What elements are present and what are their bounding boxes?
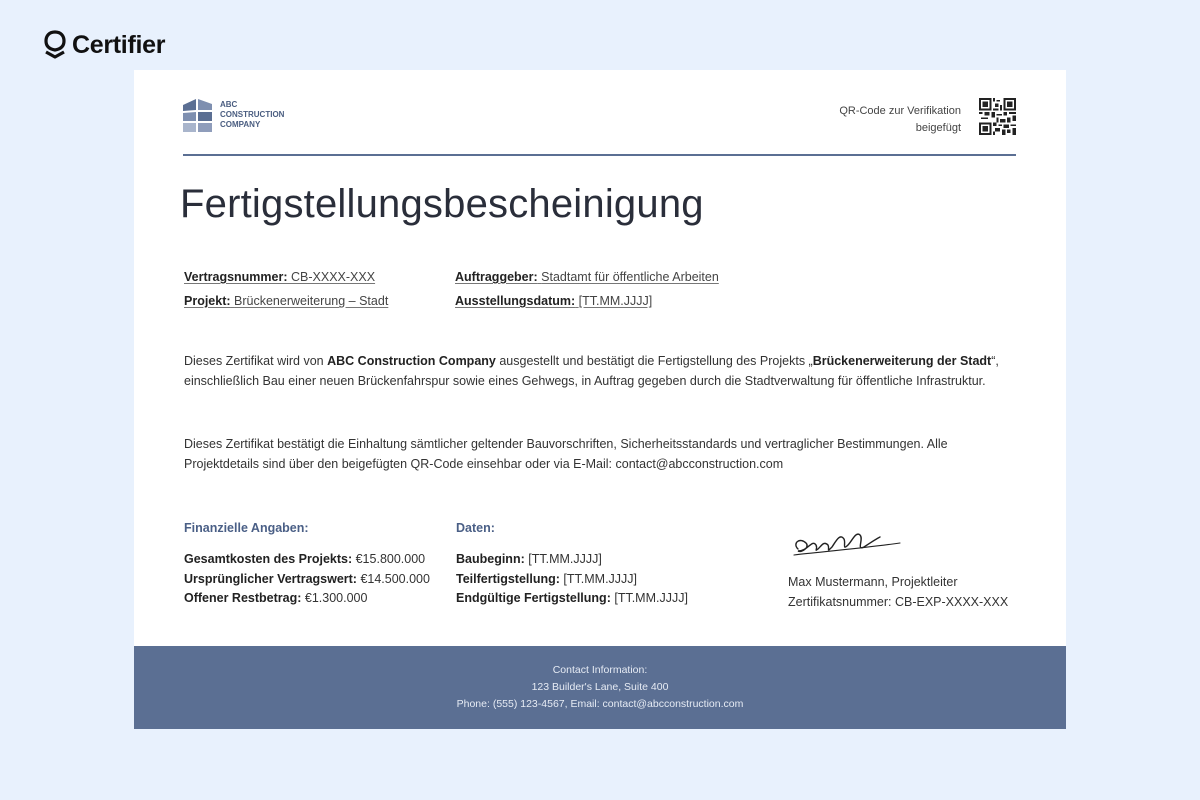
meta-column-left (184, 265, 388, 313)
compliance-paragraph: Dieses Zertifikat bestätigt die Einhaltung sämtlicher geltender Bauvorschriften, Sicherheitsstandards und vertraglicher Bestimmungen. Alle Projektdetails sind über den beigefügten QR-Code einsehbar oder via E-Mail: contact@abcconstruction.com (184, 437, 948, 471)
list-item: Teilfertigstellung: [TT.MM.JJJJ] (456, 571, 638, 586)
signature-block (788, 525, 1028, 612)
certificate-number: Zertifikatsnummer: CB-EXP-XXXX-XXX (788, 594, 1009, 609)
list-item: Ursprünglicher Vertragswert: €14.500.000 (184, 571, 430, 586)
certificate-header (183, 95, 1016, 135)
signer-info (788, 573, 1028, 612)
list-item: Offener Restbetrag: €1.300.000 (184, 591, 368, 605)
list-item: Gesamtkosten des Projekts: €15.800.000 (184, 552, 426, 566)
certificate-sheet (134, 70, 1066, 729)
header-divider (183, 154, 1016, 156)
qr-code-icon (979, 98, 1016, 135)
dates-heading: Daten: (456, 521, 495, 535)
dates-list (456, 550, 688, 609)
meta-column-right (455, 265, 719, 313)
contract-number: Vertragsnummer: CB-XXXX-XXX (184, 270, 376, 284)
certifier-logo[interactable] (44, 30, 165, 60)
list-item: Endgültige Fertigstellung: [TT.MM.JJJJ] (456, 591, 688, 605)
signature-image (788, 525, 908, 563)
certificate-title: Fertigstellungsbescheinigung (180, 182, 704, 226)
qr-note: QR-Code zur Verifikation beigefügt (839, 105, 961, 134)
contact-footer: Contact Information: 123 Builder's Lane, Suite 400 Phone: (555) 123-4567, Email: contact@abcconstruction.com (134, 646, 1066, 729)
financial-heading: Finanzielle Angaben: (184, 521, 309, 535)
building-icon (183, 97, 213, 133)
project: Projekt: Brückenerweiterung – Stadt (184, 294, 389, 308)
client: Auftraggeber: Stadtamt für öffentliche Arbeiten (455, 270, 719, 284)
company-name: ABC CONSTRUCTION COMPANY (220, 100, 285, 129)
signer-name: Max Mustermann, Projektleiter (788, 575, 958, 589)
company-logo (183, 97, 284, 133)
issue-date: Ausstellungsdatum: [TT.MM.JJJJ] (455, 294, 653, 308)
certifier-logo-text: Certifier (72, 30, 166, 59)
certifier-logo-icon (44, 30, 66, 60)
description-paragraph: Dieses Zertifikat wird von ABC Construction Company ausgestellt und bestätigt die Fertigstellung des Projekts „Brückenerweiterung der Stadt“, einschließlich Bau einer neuen Brückenfahrspur sowie eines Gehwegs, in Auftrag gegeben durch die Stadtverwaltung für öffentliche Infrastruktur. (184, 354, 999, 388)
list-item: Baubeginn: [TT.MM.JJJJ] (456, 552, 602, 566)
financial-list (184, 550, 430, 609)
